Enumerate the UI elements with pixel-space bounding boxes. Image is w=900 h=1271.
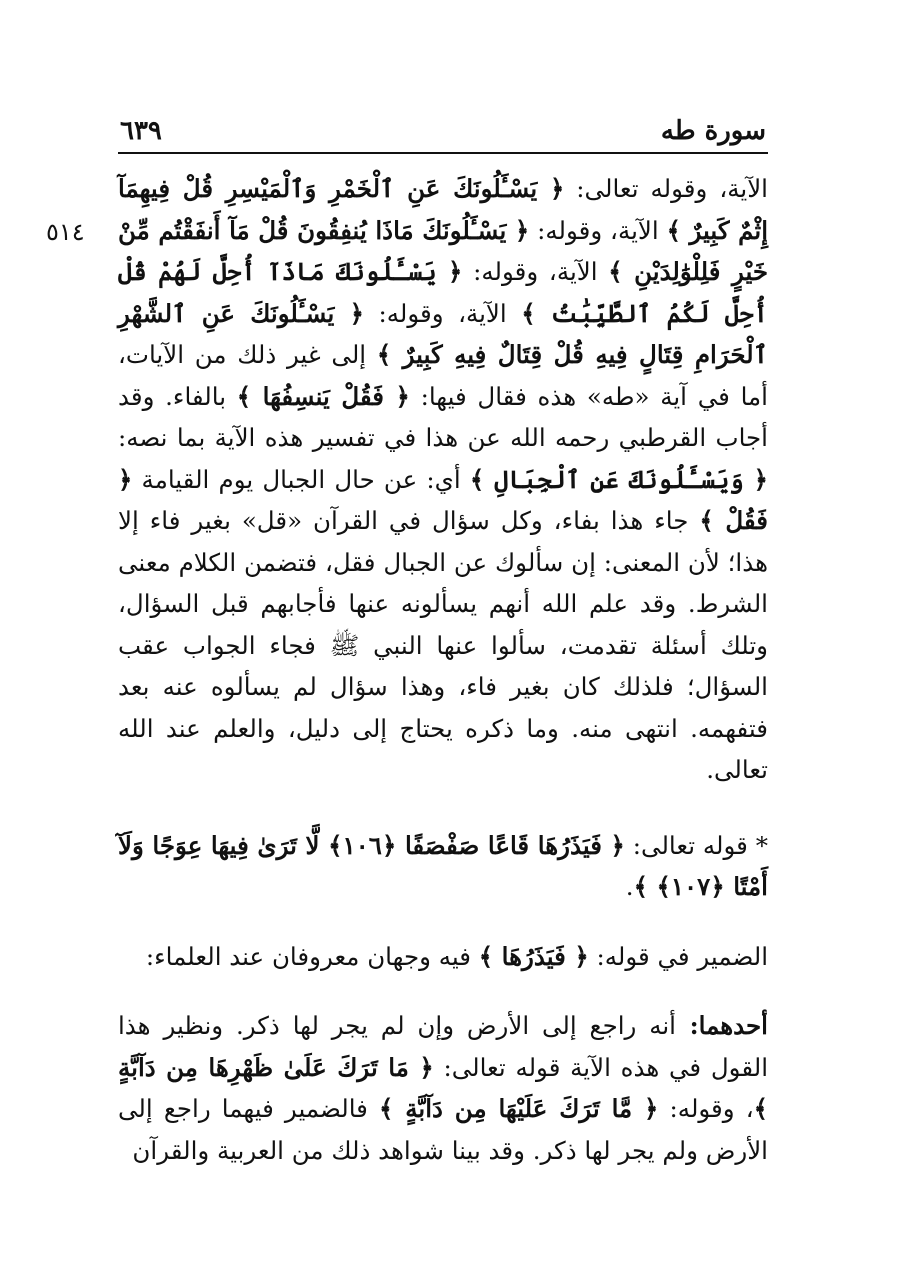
surah-title: سورة طه [660,116,766,146]
quran-quote: ﴿ فَقُلْ يَنسِفُهَا ﴾ [236,381,410,411]
quran-quote: ﴿ فَيَذَرُهَا ﴾ [478,941,589,971]
quran-quote: ﴿ مَا تَرَكَ عَلَىٰ ظَهْرِهَا مِن دَآبَّةٍ ﴾ [118,1052,769,1123]
paragraph-pronoun [118,936,768,978]
text-run: بالفاء. وقد أجاب القرطبي رحمه الله عن هذا في تفسير هذه الآية بما نصه: [118,381,768,452]
text-run: فيه وجهان معروفان عند العلماء: [145,941,479,971]
paragraph-intro [118,168,768,791]
text-run: الآية، وقوله: [363,298,522,328]
page-header [118,112,768,154]
text-run: ، وقوله: [658,1094,754,1123]
text-run: جاء هذا بفاء، وكل سؤال في القرآن «قل» بغير فاء إلا هذا؛ لأن المعنى: إن سألوك عن الجبال فقل، فتضمن الكلام معنى الشرط. وقد علم الله أنهم يسألونه عنها فأجابهم قبل السؤال، وتلك أسئلة تقدمت، سألوا عنها النبي ﷺ فجاء الجواب عقب السؤال؛ فلذلك كان بغير فاء، وهذا سؤال لم يسألوه عنه بعد فتفهمه. انتهى منه. وما ذكره يحتاج إلى دليل، والعلم عند الله تعالى. [118,506,768,784]
text-run: الآية، وقوله: [462,257,609,286]
quran-quote: ﴿ يَسْـَٔلُونَكَ مَاذَآ أُحِلَّ لَهُمْ قُلْ أُحِلَّ لَكُمُ ٱلطَّيِّبَٰتُ ﴾ [118,257,768,328]
text-run: أنه راجع إلى الأرض وإن لم يجر لها ذكر. ونظير هذا القول في هذه الآية قوله تعالى: [118,1011,768,1082]
text-run: الضمير في قوله: [588,941,768,971]
text-run: أي: عن حال الجبال يوم القيامة [132,464,470,494]
paragraph-verse-heading [118,825,768,908]
paragraph-first-view [118,1005,768,1171]
quran-quote: ﴿ يَسْـَٔلُونَكَ عَنِ ٱلْخَمْرِ وَٱلْمَيْسِرِ قُلْ فِيهِمَآ إِثْمٌ كَبِيرٌ ﴾ [118,174,769,245]
text-run: . [625,872,634,901]
text-run: فالضمير فيهما راجع إلى الأرض ولم يجر لها ذكر. وقد بينا شواهد ذلك من العربية والقرآن [118,1094,768,1165]
quran-quote: ﴿ مَّا تَرَكَ عَلَيْهَا مِن دَآبَّةٍ ﴾ [379,1094,659,1123]
text-run: إلى غير ذلك من الآيات، أما في آية «طه» هذه فقال فيها: [118,340,768,411]
text-run: الآية، وقوله تعالى: [564,174,768,203]
page-number: ٦٣٩ [120,116,162,146]
body-text [118,168,768,1171]
quran-quote: ﴿ يَسْـَٔلُونَكَ مَاذَا يُنفِقُونَ قُلْ مَآ أَنفَقْتُم مِّنْ خَيْرٍ فَلِلْوَٰلِدَيْنِ ﴾ [118,215,768,286]
quran-quote: ﴿ وَيَسْـَٔلُونَكَ عَنِ ٱلْجِبَالِ ﴾ [469,464,768,494]
quran-quote: ﴿ فَيَذَرُهَا قَاعًا صَفْصَفًا ﴿١٠٦﴾ لَّا تَرَىٰ فِيهَا عِوَجًا وَلَآ أَمْتًا ﴿١٠٧﴾ ﴾ [118,830,768,901]
quran-quote: ﴿ يَسْـَٔلُونَكَ عَنِ ٱلشَّهْرِ ٱلْحَرَامِ قِتَالٍ فِيهِ قُلْ قِتَالٌ فِيهِ كَبِيرٌ ﴾ [118,298,768,369]
margin-reference-number: ٥١٤ [46,218,85,246]
text-run: الآية، وقوله: [529,215,667,245]
keyword-label: أحدهما: [675,1011,768,1040]
quran-quote: ﴿ فَقُلْ ﴾ [118,464,769,535]
text-run: * قوله تعالى: [624,830,768,860]
